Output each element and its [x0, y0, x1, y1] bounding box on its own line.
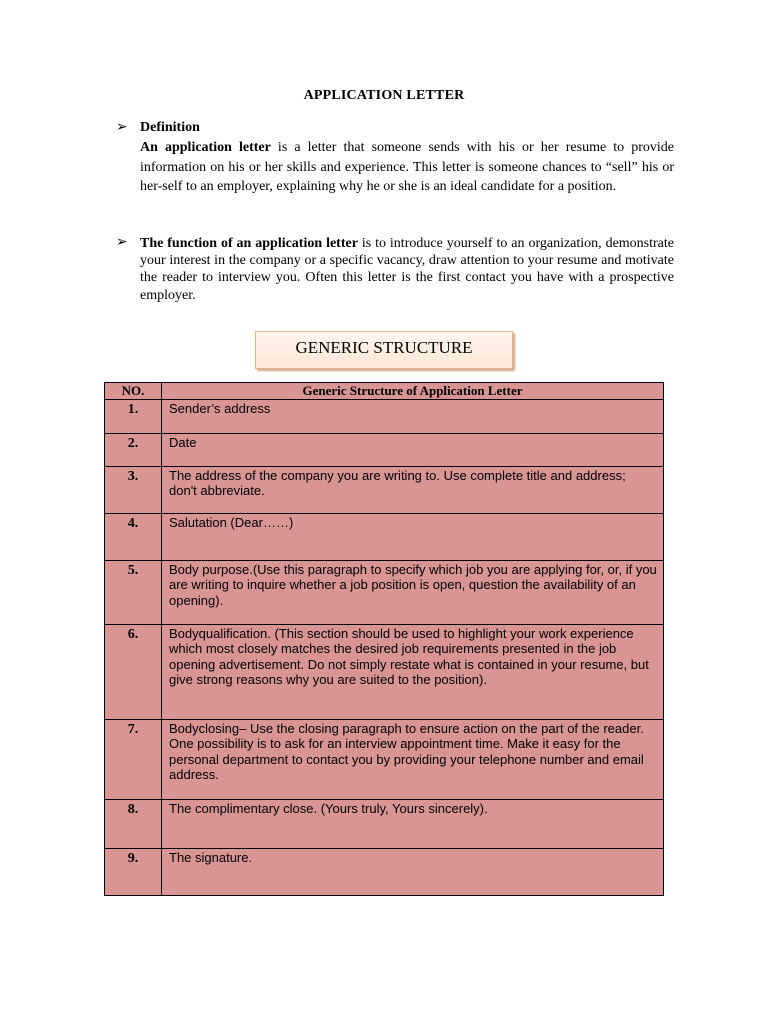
row-number: 4. [105, 514, 162, 561]
arrow-bullet-icon: ➢ [116, 235, 128, 250]
row-number: 3. [105, 467, 162, 514]
row-number: 8. [105, 800, 162, 849]
row-text: Body purpose.(Use this paragraph to specify which job you are applying for, or, if you are writing to inquire whether a job position is open, question the availability of an opening). [162, 561, 664, 625]
definition-term: An application letter [140, 140, 271, 155]
table-row [105, 434, 664, 467]
row-text: Sender’s address [162, 400, 664, 434]
row-text: Date [162, 434, 664, 467]
table-row [105, 800, 664, 849]
definition-heading: Definition [140, 120, 200, 135]
generic-structure-heading: GENERIC STRUCTURE [255, 331, 513, 369]
row-number: 9. [105, 849, 162, 896]
table-row [105, 561, 664, 625]
function-text: is to introduce yourself to an organization, demonstrate your interest in the company or a specific vacancy, draw attention to your resume and motivate the reader to interview you. Often this letter is the first contact you have with a prospective employer. [140, 236, 675, 303]
row-text: The address of the company you are writing to. Use complete title and address; don't abbreviate. [162, 467, 664, 514]
row-text: The complimentary close. (Yours truly, Yours sincerely). [162, 800, 664, 849]
row-text: Salutation (Dear……) [162, 514, 664, 561]
table-row [105, 849, 664, 896]
table-row [105, 720, 664, 800]
definition-paragraph [140, 138, 674, 197]
row-text: The signature. [162, 849, 664, 896]
row-number: 7. [105, 720, 162, 800]
row-text: Bodyqualification. (This section should be used to highlight your work experience which most closely matches the desired job requirements presented in the job opening advertisement. Do not simply restate what is contained in your resume, but give strong reasons why you are suited to the position). [162, 625, 664, 720]
definition-text: is a letter that someone sends with his or her resume to provide information on his or her skills and experience. This letter is someone chances to “sell” his or her-self to an employer, explaining why he or she is an ideal candidate for a position. [140, 140, 675, 194]
document-title: APPLICATION LETTER [303, 88, 465, 103]
table-row [105, 400, 664, 434]
header-content: Generic Structure of Application Letter [162, 383, 664, 400]
header-no: NO. [105, 383, 162, 400]
row-number: 2. [105, 434, 162, 467]
generic-structure-table [104, 382, 664, 896]
table-row [105, 467, 664, 514]
row-number: 6. [105, 625, 162, 720]
table-header-row [105, 383, 664, 400]
row-number: 1. [105, 400, 162, 434]
table-row [105, 625, 664, 720]
function-paragraph [140, 235, 674, 304]
arrow-bullet-icon: ➢ [116, 120, 128, 135]
function-term: The function of an application letter [140, 236, 358, 251]
table-row [105, 514, 664, 561]
row-text: Bodyclosing– Use the closing paragraph to ensure action on the part of the reader. One possibility is to ask for an interview appointment time. Make it easy for the personal department to contact you by providing your telephone number and email address. [162, 720, 664, 800]
row-number: 5. [105, 561, 162, 625]
